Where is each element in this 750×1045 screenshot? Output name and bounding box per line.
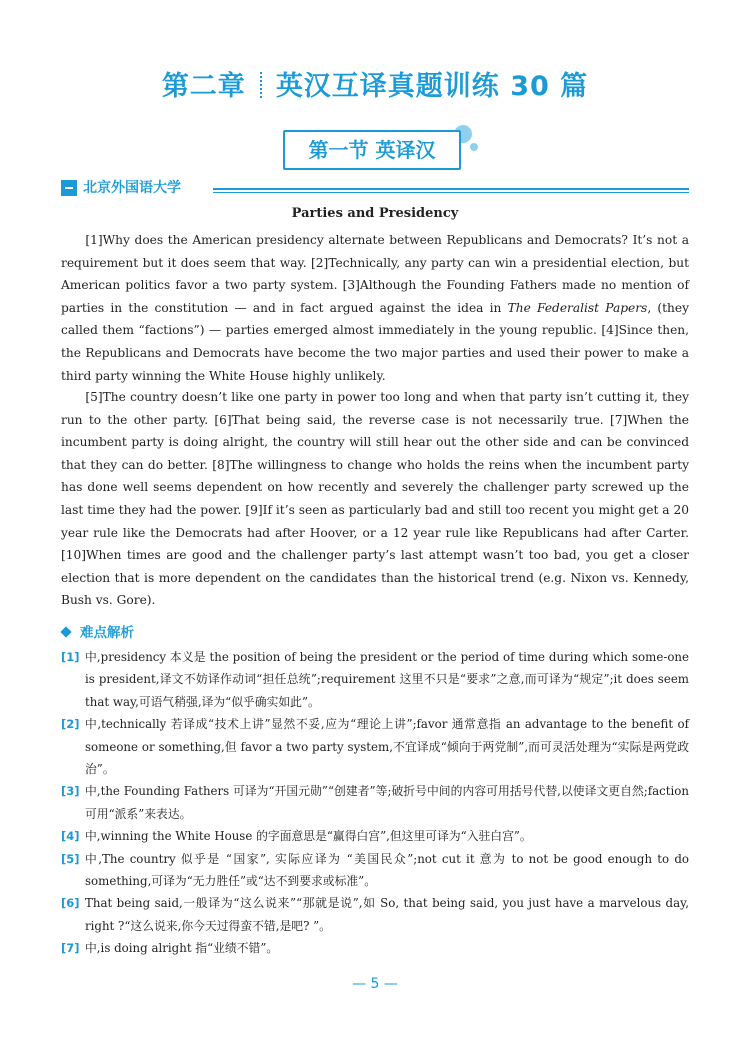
- paragraph-1-end: , (they called them “factions”) — parties emerged almost immediately in the young republic. [4]Since then, the Republicans and Democrats have become the two major parties and used their power to make a third party winning the White House highly unlikely.: [61, 300, 689, 383]
- header-rule: [213, 188, 689, 190]
- note-number: [3]: [61, 784, 80, 799]
- note-number: [1]: [61, 650, 80, 664]
- page-number: — 5 —: [352, 976, 398, 992]
- notes-heading: [62, 621, 134, 641]
- note-number: [5]: [61, 851, 80, 866]
- note-item: [61, 848, 689, 893]
- university-name: 北京外国语大学: [83, 180, 181, 196]
- diamond-icon: [60, 626, 71, 637]
- minus-badge-icon: [61, 180, 77, 196]
- paragraph-1-text: [1]Why does the American presidency alternate between Republicans and Democrats? It’s not a requirement but it does seem that way. [2]Technically, any party can win a presidential election, but American politics favor a two party system. [3]Although the Founding Fathers made no mention of parties in the constitution — and in fact argued against the idea in: [61, 233, 689, 315]
- header-rule-thin: [213, 192, 689, 193]
- notes-title: 难点解析: [80, 625, 134, 641]
- university-header: [61, 178, 689, 200]
- notes-list: [61, 646, 689, 960]
- article-paragraph-1: [61, 229, 689, 387]
- paragraph-2-text: [5]The country doesn’t like one party in power too long and when that party isn’t cutting it, they run to the other party. [6]That being said, the reverse case is not necessarily true. [7]When the incumbent party is doing alright, the country will still hear out the other side and can be convinced that they can do better. [8]The willingness to change who holds the reins when the incumbent party has done well seems dependent on how recently and severely the challenger party screwed up the last time they had the power. [9]If it’s seen as particularly bad and still too recent you might get a 20 year rule like the Democrats had after Hoover, or a 12 year rule like Republicans had after Carter. [10]When times are good and the challenger party’s last attempt wasn’t too bad, you get a closer election that is more dependent on the candidates than the historical trend (e.g. Nixon vs. Kennedy, Bush vs. Gore).: [61, 390, 689, 608]
- note-text: 中,winning the White House 的字面意思是“赢得白宫”,但这里可译为“入驻白宫”。: [85, 829, 532, 844]
- note-number: [7]: [61, 941, 80, 956]
- article-title: Parties and Presidency: [291, 206, 459, 221]
- chapter-title: [0, 64, 750, 103]
- decor-dot-small: [470, 143, 478, 151]
- chapter-number: 第二章: [161, 71, 246, 102]
- title-separator: [260, 72, 262, 98]
- note-item: [61, 646, 689, 713]
- note-text: 中,the Founding Fathers 可译为“开国元勋”“创建者”等;破折号中间的内容可用括号代替,以使译文更自然;faction 可用“派系”来表达。: [85, 784, 689, 821]
- note-item: [61, 780, 689, 825]
- italic-reference: The Federalist Papers: [507, 300, 648, 315]
- note-text: 中,presidency 本义是 the position of being the president or the period of time during which some-one is president,译文不妨译作动词“担任总统”;requirement 这里不只是“要求”之意,而可译为“规定”;it does seem that way,可语气稍强,译为“似乎确实如此”。: [85, 650, 689, 709]
- note-number: [2]: [61, 717, 80, 732]
- note-item: [61, 937, 689, 959]
- section-title: 第一节 英译汉: [283, 130, 461, 170]
- note-item: [61, 825, 689, 847]
- article-paragraph-2: [61, 386, 689, 612]
- note-text: 中,is doing alright 指“业绩不错”。: [85, 941, 279, 956]
- note-text: 中,The country 似乎是 “国家”, 实际应译为 “美国民众”;not cut it 意为 to not be good enough to do something,可译为“无力胜任”或“达不到要求或标准”。: [85, 851, 689, 889]
- note-number: [4]: [61, 829, 80, 844]
- note-number: [6]: [61, 896, 80, 911]
- note-text: 中,technically 若译成“技术上讲”显然不妥,应为“理论上讲”;favor 通常意指 an advantage to the benefit of someone or something,但 favor a two party system,不宜译成“倾向于两党制”,而可灵活处理为“实际是两党政治”。: [85, 717, 689, 777]
- chapter-name: 英汉互译真题训练 30 篇: [275, 71, 589, 102]
- note-text: That being said,一般译为“这么说来”“那就是说”,如 So, that being said, you just have a marvelous day, right ?“这么说来,你今天过得蛮不错,是吧? ”。: [85, 896, 689, 933]
- note-item: [61, 892, 689, 937]
- note-item: [61, 713, 689, 780]
